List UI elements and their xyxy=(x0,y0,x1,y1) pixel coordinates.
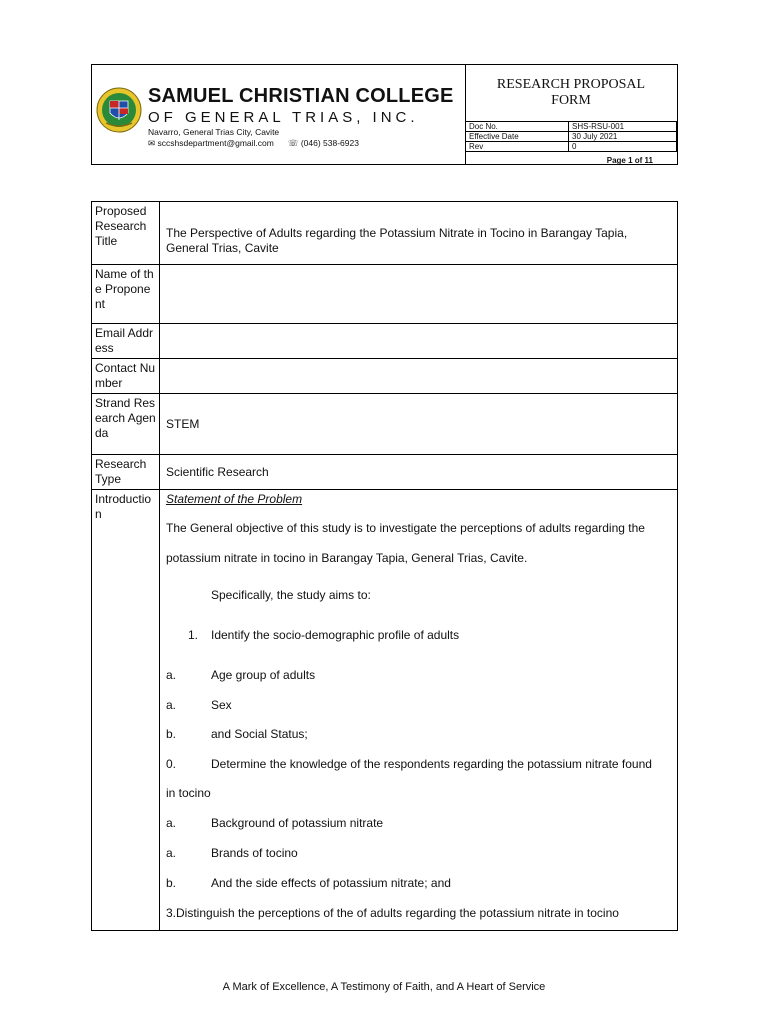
college-phone: ☏ (046) 538-6923 xyxy=(287,138,359,148)
college-subtitle: OF GENERAL TRIAS, INC. xyxy=(148,109,419,126)
list-marker: 1. xyxy=(188,628,199,642)
doc-control-table xyxy=(465,121,677,152)
list-item: Sex xyxy=(211,698,232,712)
college-block xyxy=(92,65,466,164)
contact-value xyxy=(160,359,678,394)
list-item: Age group of adults xyxy=(211,668,316,682)
intro-line: Specifically, the study aims to: xyxy=(211,588,371,602)
strand-value: STEM xyxy=(160,394,678,455)
list-marker: a. xyxy=(166,816,177,830)
list-item: Background of potassium nitrate xyxy=(211,816,384,830)
footer-motto: A Mark of Excellence, A Testimony of Faith, and A Heart of Service xyxy=(222,981,546,993)
doc-row: Doc No. SHS-RSU-001 xyxy=(466,122,677,132)
college-name: SAMUEL CHRISTIAN COLLEGE xyxy=(148,85,454,107)
table-row xyxy=(92,359,678,394)
intro-line: potassium nitrate in tocino in Barangay Tapia, General Trias, Cavite. xyxy=(166,551,528,565)
college-address: Navarro, General Trias City, Cavite xyxy=(148,127,280,137)
list-marker: b. xyxy=(166,727,177,741)
form-title: RESEARCH PROPOSAL FORM xyxy=(496,77,646,108)
document-header xyxy=(91,64,678,165)
table-row xyxy=(92,265,678,324)
intro-content xyxy=(160,490,678,931)
type-label: Research Type xyxy=(92,455,160,490)
list-item: in tocino xyxy=(166,786,211,800)
list-item: And the side effects of potassium nitrate; and xyxy=(211,876,451,890)
doc-row: Effective Date 30 July 2021 xyxy=(466,132,677,142)
list-marker: b. xyxy=(166,876,177,890)
proponent-label: Name of the Proponent xyxy=(92,265,160,324)
contact-label: Contact Number xyxy=(92,359,160,394)
doc-row: Rev 0 xyxy=(466,142,677,152)
table-row xyxy=(92,202,678,265)
list-item: Determine the knowledge of the respondents regarding the potassium nitrate found xyxy=(211,757,652,771)
table-row xyxy=(92,455,678,490)
list-marker: a. xyxy=(166,846,177,860)
college-contact xyxy=(148,138,359,149)
type-value: Scientific Research xyxy=(160,455,678,490)
email-label: Email Address xyxy=(92,324,160,359)
title-value: The Perspective of Adults regarding the Potassium Nitrate in Tocino in Barangay Tapia, General Trias, Cavite xyxy=(160,202,678,265)
list-marker: a. xyxy=(166,668,177,682)
college-seal-icon xyxy=(96,87,142,133)
table-row xyxy=(92,394,678,455)
list-marker: a. xyxy=(166,698,177,712)
proposal-table xyxy=(91,201,678,931)
table-row xyxy=(92,490,678,931)
intro-heading: Statement of the Problem xyxy=(166,492,303,506)
intro-label: Introduction xyxy=(92,490,160,931)
intro-line: The General objective of this study is to investigate the perceptions of adults regarding the xyxy=(166,521,645,535)
email-value xyxy=(160,324,678,359)
title-label: Proposed Research Title xyxy=(92,202,160,265)
page-indicator: Page 1 of 11 xyxy=(606,156,653,165)
list-item: Brands of tocino xyxy=(211,846,298,860)
list-item: Identify the socio-demographic profile of adults xyxy=(211,628,460,642)
list-item: and Social Status; xyxy=(211,727,308,741)
list-marker: 0. xyxy=(166,757,177,771)
proponent-value xyxy=(160,265,678,324)
list-item: 3.Distinguish the perceptions of the of adults regarding the potassium nitrate in tocino xyxy=(166,906,619,920)
form-info-block xyxy=(465,65,677,164)
college-email[interactable]: ✉ sccshsdepartment@gmail.com xyxy=(148,138,274,148)
table-row xyxy=(92,324,678,359)
strand-label: Strand Research Agenda xyxy=(92,394,160,455)
